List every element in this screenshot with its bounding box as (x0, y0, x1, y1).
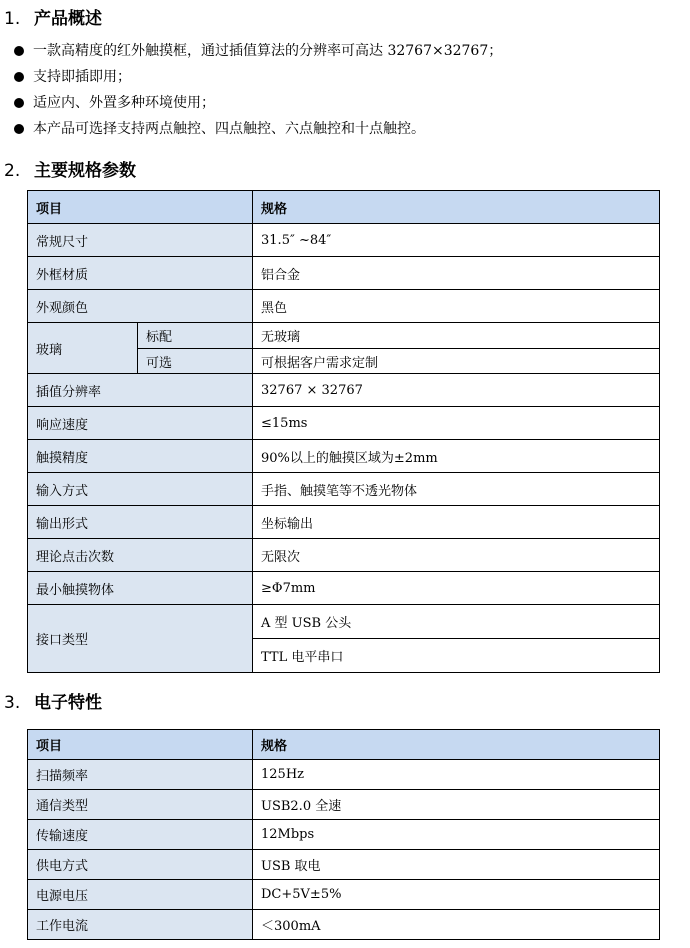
table-row (28, 224, 660, 257)
table-row (28, 572, 660, 605)
row-sublabel: 标配 (138, 323, 253, 349)
feature-item (14, 64, 502, 90)
row-value: 手指、触摸笔等不透光物体 (253, 473, 660, 506)
row-value: DC+5V±5% (253, 880, 660, 910)
row-value: 32767 × 32767 (253, 374, 660, 407)
row-label: 输出形式 (28, 506, 253, 539)
row-value: USB2.0 全速 (253, 790, 660, 820)
column-header-item: 项目 (28, 191, 253, 224)
row-value: USB 取电 (253, 850, 660, 880)
row-value: 31.5″ ~84″ (253, 224, 660, 257)
row-value: 坐标输出 (253, 506, 660, 539)
row-value: 125Hz (253, 760, 660, 790)
feature-item (14, 116, 502, 142)
row-value: TTL 电平串口 (253, 639, 660, 673)
row-label: 响应速度 (28, 407, 253, 440)
table-row (28, 605, 660, 639)
row-label: 插值分辨率 (28, 374, 253, 407)
row-value: ≥Φ7mm (253, 572, 660, 605)
row-label: 工作电流 (28, 910, 253, 940)
row-value: 12Mbps (253, 820, 660, 850)
table-row (28, 290, 660, 323)
row-label: 供电方式 (28, 850, 253, 880)
row-label: 接口类型 (28, 605, 253, 673)
feature-item (14, 38, 502, 64)
table-row (28, 440, 660, 473)
row-value: 黑色 (253, 290, 660, 323)
table-row (28, 323, 660, 349)
column-header-item: 项目 (28, 730, 253, 760)
bullet-icon (14, 124, 24, 134)
row-label: 玻璃 (28, 323, 138, 374)
table-row (28, 374, 660, 407)
bullet-icon (14, 46, 24, 56)
bullet-icon (14, 98, 24, 108)
table-header-row (28, 191, 660, 224)
section-2-number: 2. (4, 161, 21, 181)
feature-list (14, 38, 502, 142)
section-2-heading (4, 156, 136, 181)
feature-text: 本产品可选择支持两点触控、四点触控、六点触控和十点触控。 (33, 121, 425, 137)
section-1-title: 产品概述 (34, 9, 102, 29)
row-value: 90%以上的触摸区域为±2mm (253, 440, 660, 473)
feature-text: 支持即插即用； (33, 69, 131, 85)
feature-text: 一款高精度的红外触摸框，通过插值算法的分辨率可高达 32767×32767； (33, 43, 503, 59)
table-row (28, 820, 660, 850)
row-label: 扫描频率 (28, 760, 253, 790)
column-header-spec: 规格 (253, 730, 660, 760)
table-row (28, 539, 660, 572)
row-label: 常规尺寸 (28, 224, 253, 257)
row-value: ＜300mA (253, 910, 660, 940)
section-3-title: 电子特性 (34, 693, 102, 713)
row-value: 无玻璃 (253, 323, 660, 349)
electrical-table (27, 729, 660, 940)
feature-text: 适应内、外置多种环境使用； (33, 95, 215, 111)
table-row (28, 473, 660, 506)
row-label: 外框材质 (28, 257, 253, 290)
table-header-row (28, 730, 660, 760)
row-value: 无限次 (253, 539, 660, 572)
table-row (28, 506, 660, 539)
table-row (28, 850, 660, 880)
row-value: A 型 USB 公头 (253, 605, 660, 639)
section-1-number: 1. (4, 9, 21, 29)
row-sublabel: 可选 (138, 349, 253, 374)
row-label: 触摸精度 (28, 440, 253, 473)
section-2-title: 主要规格参数 (34, 161, 136, 181)
section-3-number: 3. (4, 693, 21, 713)
row-label: 理论点击次数 (28, 539, 253, 572)
row-label: 传输速度 (28, 820, 253, 850)
table-row (28, 910, 660, 940)
table-row (28, 257, 660, 290)
table-row (28, 760, 660, 790)
table-row (28, 880, 660, 910)
row-label: 最小触摸物体 (28, 572, 253, 605)
row-value: 可根据客户需求定制 (253, 349, 660, 374)
bullet-icon (14, 72, 24, 82)
row-label: 电源电压 (28, 880, 253, 910)
feature-item (14, 90, 502, 116)
row-label: 通信类型 (28, 790, 253, 820)
table-row (28, 790, 660, 820)
section-3-heading (4, 688, 102, 713)
section-1-heading (4, 4, 102, 29)
row-value: 铝合金 (253, 257, 660, 290)
row-label: 外观颜色 (28, 290, 253, 323)
row-value: ≤15ms (253, 407, 660, 440)
spec-table (27, 190, 660, 673)
column-header-spec: 规格 (253, 191, 660, 224)
row-label: 输入方式 (28, 473, 253, 506)
table-row (28, 407, 660, 440)
